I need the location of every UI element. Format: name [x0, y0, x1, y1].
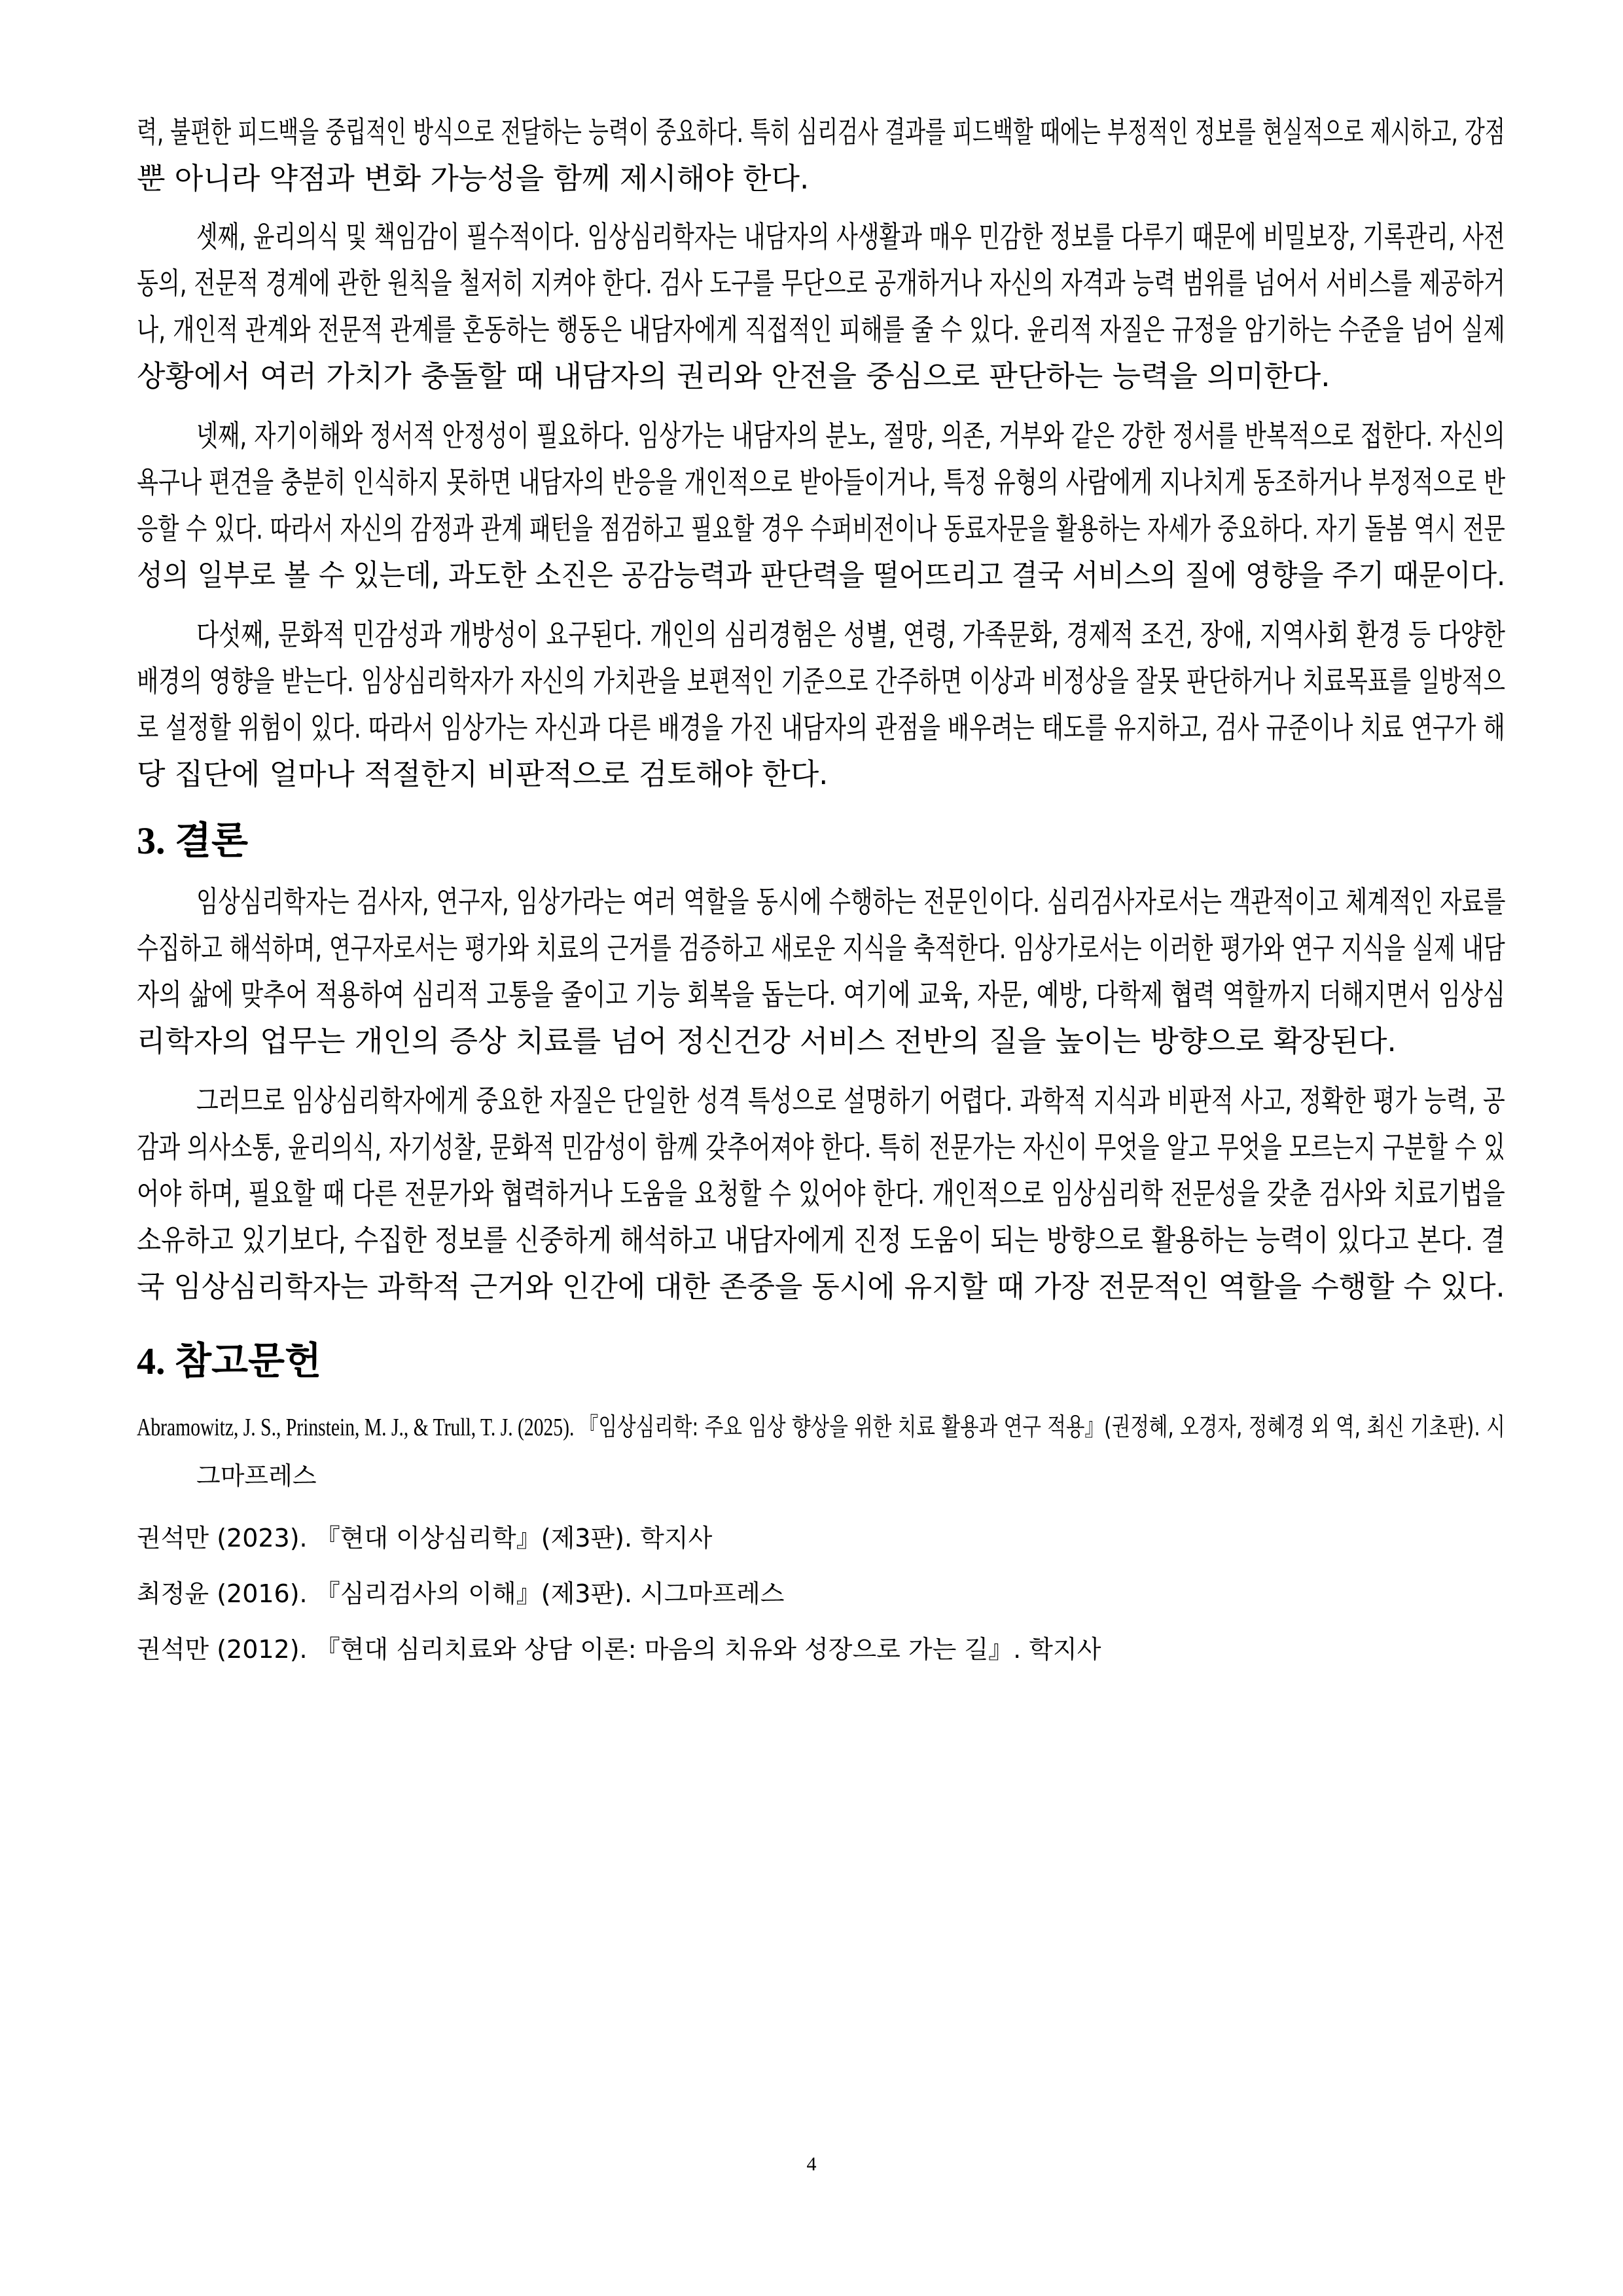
section-heading-conclusion: 3. 결론 [137, 819, 249, 862]
text-line: 넷째, 자기이해와 정서적 안정성이 필요하다. 임상가는 내담자의 분노, 절망, 의존, 거부와 같은 강한 정서를 반복적으로 접한다. 자신의 [196, 418, 1505, 453]
text-line: 나, 개인적 관계와 전문적 관계를 혼동하는 행동은 내담자에게 직접적인 피해를 줄 수 있다. 윤리적 자질은 규정을 암기하는 수준을 넘어 실제 [137, 312, 1505, 347]
reference-title: 최정윤 (2016). 『심리검사의 이해』(제3판). 시그마프레스 [137, 1579, 785, 1608]
text-line: 뿐 아니라 약점과 변화 가능성을 함께 제시해야 한다. [137, 161, 810, 196]
text-line: 소유하고 있기보다, 수집한 정보를 신중하게 해석하고 내담자에게 진정 도움이 되는 방향으로 활용하는 능력이 있다고 본다. 결 [137, 1223, 1506, 1257]
reference-item [137, 1630, 1101, 1669]
text-line: 감과 의사소통, 윤리의식, 자기성찰, 문화적 민감성이 함께 갖추어져야 한다. 특히 전문가는 자신이 무엇을 알고 무엇을 모르는지 구분할 수 있 [137, 1130, 1505, 1164]
text-line: 동의, 전문적 경계에 관한 원칙을 철저히 지켜야 한다. 검사 도구를 무단으로 공개하거나 자신의 자격과 능력 범위를 넘어서 서비스를 제공하거 [137, 266, 1505, 300]
text-line: 임상심리학자는 검사자, 연구자, 임상가라는 여러 역할을 동시에 수행하는 전문인이다. 심리검사자로서는 객관적이고 체계적인 자료를 [196, 884, 1506, 919]
text-line: 자의 삶에 맞추어 적용하여 심리적 고통을 줄이고 기능 회복을 돕는다. 여기에 교육, 자문, 예방, 다학제 협력 역할까지 더해지면서 임상심 [137, 977, 1506, 1012]
text-line: 력, 불편한 피드백을 중립적인 방식으로 전달하는 능력이 중요하다. 특히 심리검사 결과를 피드백할 때에는 부정적인 정보를 현실적으로 제시하고, 강점 [137, 115, 1505, 149]
text-line: 수집하고 해석하며, 연구자로서는 평가와 치료의 근거를 검증하고 새로운 지식을 축적한다. 임상가로서는 이러한 평가와 연구 지식을 실제 내담 [137, 931, 1505, 965]
reference-continuation: 그마프레스 [196, 1462, 317, 1490]
section-heading-references: 4. 참고문헌 [137, 1340, 322, 1382]
reference-item [137, 1518, 712, 1558]
reference-title: 『임상심리학: 주요 임상 향상을 위한 치료 활용과 연구 적용』(권정혜, 오경자, 정혜경 외 역, 최신 기초판). 시 [579, 1412, 1505, 1441]
text-line: 셋째, 윤리의식 및 책임감이 필수적이다. 임상심리학자는 내담자의 사생활과 매우 민감한 정보를 다루기 때문에 비밀보장, 기록관리, 사전 [196, 219, 1505, 254]
reference-item [137, 1574, 784, 1613]
text-line: 로 설정할 위험이 있다. 따라서 임상가는 자신과 다른 배경을 가진 내담자의 관점을 배우려는 태도를 유지하고, 검사 규준이나 치료 연구가 해 [137, 710, 1505, 745]
text-line: 상황에서 여러 가치가 충돌할 때 내담자의 권리와 안전을 중심으로 판단하는 능력을 의미한다. [137, 359, 1330, 393]
text-line: 응할 수 있다. 따라서 자신의 감정과 관계 패턴을 점검하고 필요할 경우 수퍼비전이나 동료자문을 활용하는 자세가 중요하다. 자기 돌봄 역시 전문 [137, 511, 1505, 546]
text-line: 국 임상심리학자는 과학적 근거와 인간에 대한 존중을 동시에 유지할 때 가장 전문적인 역할을 수행할 수 있다. [137, 1269, 1505, 1304]
reference-title: 권석만 (2023). 『현대 이상심리학』(제3판). 학지사 [137, 1524, 713, 1552]
reference-item [137, 1407, 1505, 1447]
text-line: 다섯째, 문화적 민감성과 개방성이 요구된다. 개인의 심리경험은 성별, 연령, 가족문화, 경제적 조건, 장애, 지역사회 환경 등 다양한 [196, 617, 1505, 652]
text-line: 그러므로 임상심리학자에게 중요한 자질은 단일한 성격 특성으로 설명하기 어렵다. 과학적 지식과 비판적 사고, 정확한 평가 능력, 공 [196, 1083, 1505, 1118]
text-line: 어야 하며, 필요할 때 다른 전문가와 협력하거나 도움을 요청할 수 있어야 한다. 개인적으로 임상심리학 전문성을 갖춘 검사와 치료기법을 [137, 1176, 1505, 1211]
text-line: 성의 일부로 볼 수 있는데, 과도한 소진은 공감능력과 판단력을 떨어뜨리고 결국 서비스의 질에 영향을 주기 때문이다. [137, 558, 1506, 592]
text-line: 당 집단에 얼마나 적절한지 비판적으로 검토해야 한다. [137, 757, 829, 791]
reference-authors: Abramowitz, J. S., Prinstein, M. J., & Trull, T. J. (2025). [137, 1414, 579, 1441]
text-line: 배경의 영향을 받는다. 임상심리학자가 자신의 가치관을 보편적인 기준으로 간주하면 이상과 비정상을 잘못 판단하거나 치료목표를 일방적으 [137, 664, 1505, 698]
reference-title: 권석만 (2012). 『현대 심리치료와 상담 이론: 마음의 치유와 성장으로 가는 길』. 학지사 [137, 1635, 1101, 1664]
page-number: 4 [806, 2153, 817, 2175]
text-line: 리학자의 업무는 개인의 증상 치료를 넘어 정신건강 서비스 전반의 질을 높이는 방향으로 확장된다. [137, 1024, 1397, 1058]
text-line: 욕구나 편견을 충분히 인식하지 못하면 내담자의 반응을 개인적으로 받아들이거나, 특정 유형의 사람에게 지나치게 동조하거나 부정적으로 반 [137, 465, 1506, 499]
